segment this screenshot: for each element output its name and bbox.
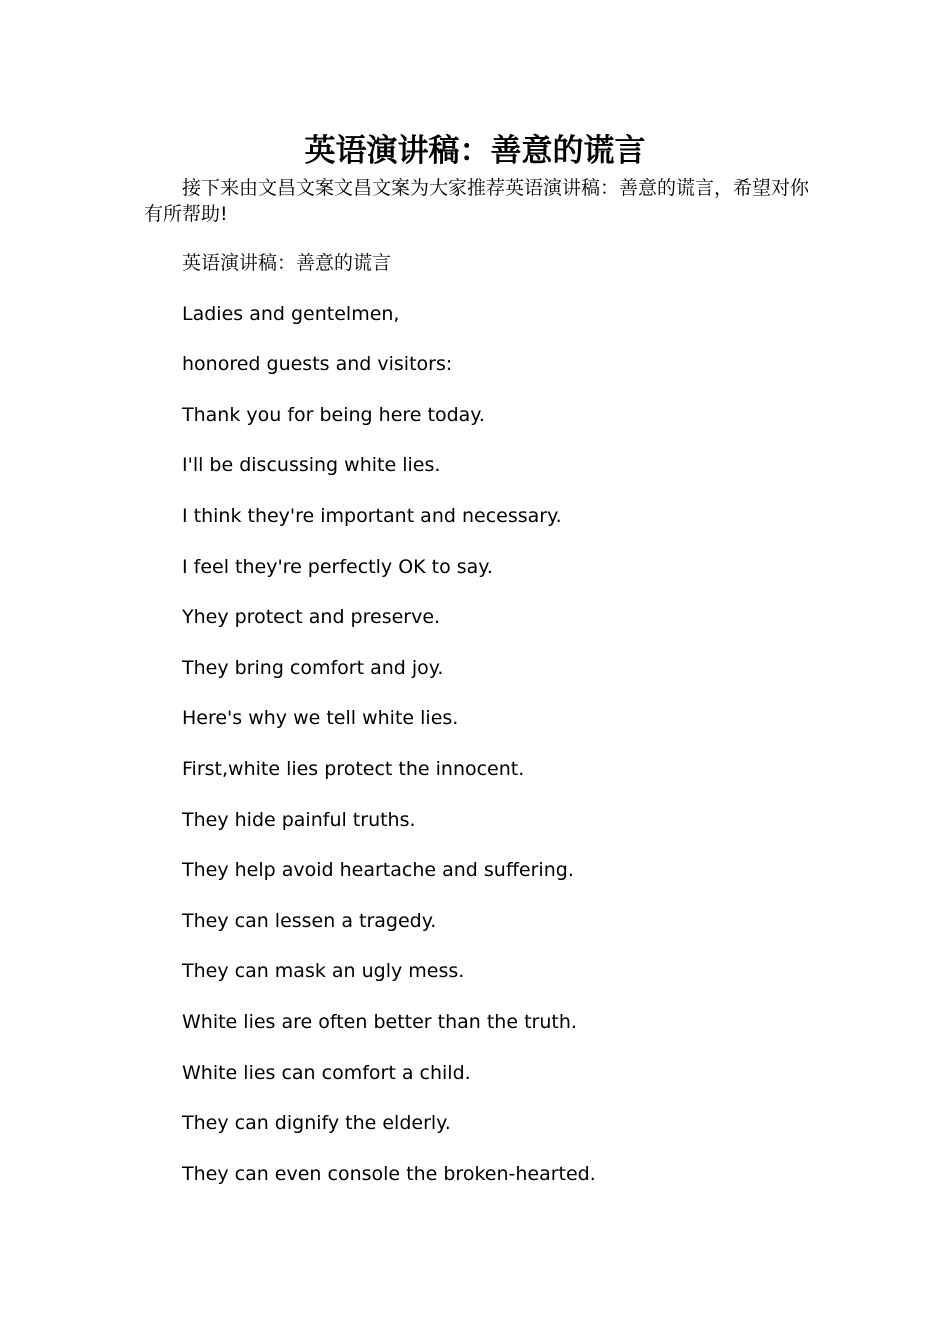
speech-line: honored guests and visitors: xyxy=(182,353,453,376)
speech-line: They bring comfort and joy. xyxy=(182,656,444,679)
speech-line: Here's why we tell white lies. xyxy=(182,707,459,730)
speech-line: They can even console the broken-hearted. xyxy=(182,1162,596,1185)
speech-line: White lies are often better than the truth. xyxy=(182,1010,577,1033)
intro-paragraph: 接下来由文昌文案文昌文案为大家推荐英语演讲稿：善意的谎言，希望对你有所帮助! xyxy=(144,177,810,225)
speech-line: White lies can comfort a child. xyxy=(182,1061,471,1084)
speech-line: They can lessen a tragedy. xyxy=(182,909,437,932)
speech-line: They hide painful truths. xyxy=(182,808,416,831)
speech-body xyxy=(182,250,822,1211)
speech-line: Yhey protect and preserve. xyxy=(182,606,441,629)
speech-line: Thank you for being here today. xyxy=(182,403,485,426)
document-title: 英语演讲稿：善意的谎言 xyxy=(304,133,646,169)
speech-line: 英语演讲稿：善意的谎言 xyxy=(182,252,392,274)
speech-line: Ladies and gentelmen, xyxy=(182,302,400,325)
speech-line: They can mask an ugly mess. xyxy=(182,960,465,983)
speech-line: I think they're important and necessary. xyxy=(182,504,562,527)
speech-line: I feel they're perfectly OK to say. xyxy=(182,555,493,578)
speech-line: First,white lies protect the innocent. xyxy=(182,757,525,780)
speech-line: They can dignify the elderly. xyxy=(182,1112,451,1135)
speech-line: They help avoid heartache and suffering. xyxy=(182,859,574,882)
speech-line: I'll be discussing white lies. xyxy=(182,454,441,477)
